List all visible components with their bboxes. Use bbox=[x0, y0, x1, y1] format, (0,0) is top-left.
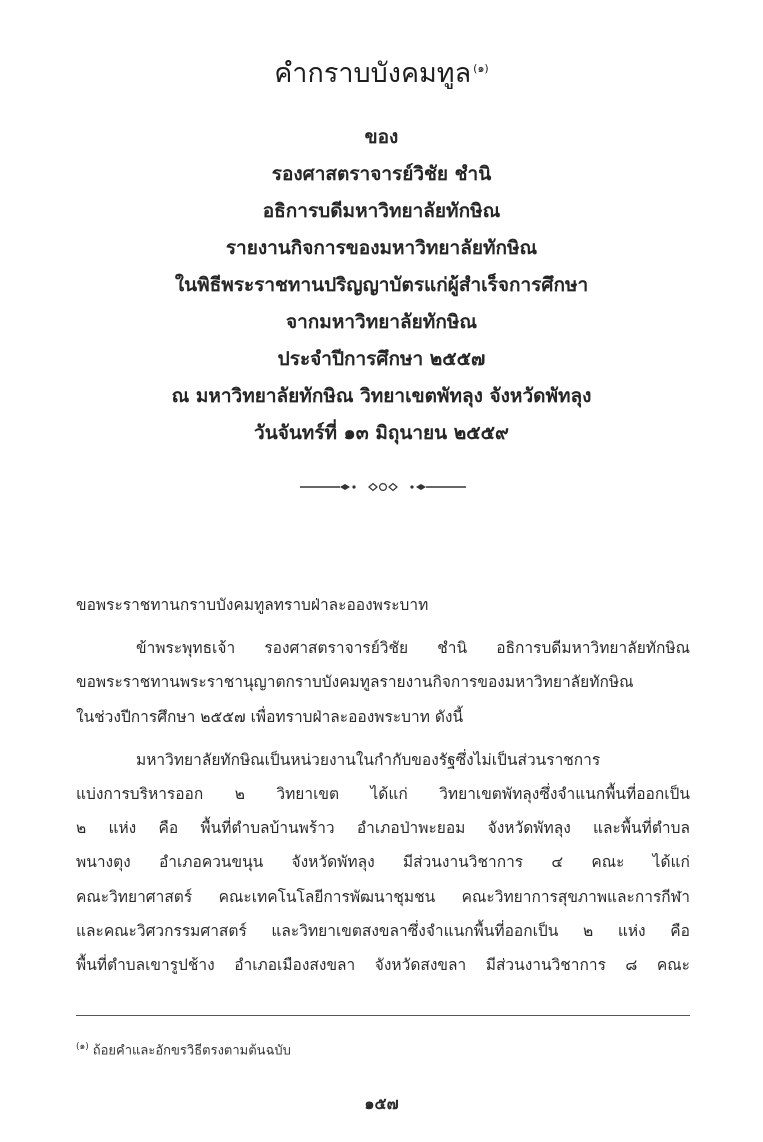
word: วิทยาเขต bbox=[276, 784, 340, 803]
heading-line: อธิการบดีมหาวิทยาลัยทักษิณ bbox=[262, 200, 501, 222]
paragraph-line bbox=[76, 700, 690, 734]
heading-line: ประจำปีการศึกษา ๒๕๕๗ bbox=[277, 348, 486, 370]
heading-line: จากมหาวิทยาลัยทักษิณ bbox=[286, 311, 477, 333]
word: คือ bbox=[670, 921, 690, 940]
footnote-marker: (๑) bbox=[76, 1042, 89, 1052]
word: มหาวิทยาลัยทักษิณเป็นหน่วยงานในกำกับของรัฐซึ่งไม่เป็นส่วนราชการ bbox=[136, 750, 601, 769]
paragraph-line bbox=[76, 631, 690, 665]
word: ๒ bbox=[234, 784, 245, 803]
word: ๔ bbox=[551, 853, 564, 872]
footnote bbox=[76, 1039, 291, 1060]
word: จังหวัดสงขลา bbox=[374, 955, 467, 974]
word: แห่ง bbox=[617, 921, 646, 940]
word: อธิการบดีมหาวิทยาลัยทักษิณ bbox=[496, 639, 690, 658]
word: เพื่อทราบฝ่าละอองพระบาท bbox=[250, 707, 430, 726]
word: แห่ง bbox=[108, 819, 137, 838]
word: ได้แก่ bbox=[370, 784, 408, 803]
paragraph-line bbox=[76, 845, 690, 879]
word: คณะวิทยาศาสตร์ bbox=[76, 887, 193, 906]
word: ดังนี้ bbox=[434, 707, 464, 726]
title-footnote-marker: (๑) bbox=[473, 62, 489, 75]
page-title bbox=[0, 50, 763, 93]
word: วิทยาเขตพัทลุงซึ่งจำแนกพื้นที่ออกเป็น bbox=[439, 784, 690, 803]
word: ขอพระราชทานพระราชานุญาตกราบบังคมทูลรายงานกิจการของมหาวิทยาลัยทักษิณ bbox=[76, 673, 634, 692]
paragraph-line bbox=[76, 743, 690, 777]
paragraph-line bbox=[76, 880, 690, 914]
title-text: คำกราบบังคมทูล bbox=[274, 58, 472, 89]
salutation: ขอพระราชทานกราบบังคมทูลทราบฝ่าละอองพระบาท bbox=[76, 596, 429, 614]
word: ๒ bbox=[76, 819, 87, 838]
paragraph-line bbox=[76, 811, 690, 845]
paragraph-line bbox=[76, 914, 690, 948]
heading-line: รายงานกิจการของมหาวิทยาลัยทักษิณ bbox=[225, 237, 538, 259]
word: พื้นที่ตำบลบ้านพร้าว bbox=[200, 819, 335, 838]
word: จังหวัดพัทลุง bbox=[487, 819, 571, 838]
paragraph-line bbox=[76, 948, 690, 982]
word: ได้แก่ bbox=[652, 853, 690, 872]
word: คณะ bbox=[656, 955, 690, 974]
word: ๘ bbox=[625, 955, 638, 974]
word: อำเภอเมืองสงขลา bbox=[234, 955, 356, 974]
word: คือ bbox=[158, 819, 179, 838]
word: คณะ bbox=[591, 853, 625, 872]
word: พื้นที่ตำบลเขารูปช้าง bbox=[76, 955, 215, 974]
word: ๒ bbox=[582, 921, 594, 940]
paragraph-line bbox=[76, 665, 690, 699]
heading-line: ณ มหาวิทยาลัยทักษิณ วิทยาเขตพัทลุง จังหวัดพัทลุง bbox=[171, 385, 592, 407]
word: มีส่วนงานวิชาการ bbox=[402, 853, 524, 872]
word: ในช่วงปีการศึกษา bbox=[76, 707, 196, 726]
word: พนางตุง bbox=[76, 853, 131, 872]
word: มีส่วนงานวิชาการ bbox=[485, 955, 606, 974]
word: ข้าพระพุทธเจ้า bbox=[136, 639, 236, 658]
body-text bbox=[76, 588, 690, 982]
word: อำเภอป่าพะยอม bbox=[356, 819, 466, 838]
word: จังหวัดพัทลุง bbox=[291, 853, 375, 872]
word: อำเภอควนขนุน bbox=[158, 853, 264, 872]
paragraph-line bbox=[76, 777, 690, 811]
word: และวิทยาเขตสงขลาซึ่งจำแนกพื้นที่ออกเป็น bbox=[271, 921, 559, 940]
ornament-divider bbox=[298, 480, 468, 494]
word: และพื้นที่ตำบล bbox=[593, 819, 690, 838]
word: ชำนิ bbox=[437, 639, 468, 658]
heading-line: ของ bbox=[364, 126, 399, 148]
word: และคณะวิศวกรรมศาสตร์ bbox=[76, 921, 247, 940]
footnote-divider bbox=[76, 1015, 690, 1016]
word: แบ่งการบริหารออก bbox=[76, 784, 204, 803]
heading-block bbox=[40, 119, 723, 452]
word: คณะวิทยาการสุขภาพและการกีฬา bbox=[461, 887, 690, 906]
page-number: ๑๕๗ bbox=[364, 1094, 399, 1113]
word: รองศาสตราจารย์วิชัย bbox=[264, 639, 409, 658]
word: คณะเทคโนโลยีการพัฒนาชุมชน bbox=[218, 887, 436, 906]
footnote-text: ถ้อยคำและอักขรวิธีตรงตามต้นฉบับ bbox=[92, 1043, 291, 1059]
heading-line: รองศาสตราจารย์วิชัย ชำนิ bbox=[271, 163, 492, 185]
heading-line: วันจันทร์ที่ ๑๓ มิถุนายน ๒๕๕๙ bbox=[254, 422, 509, 444]
heading-line: ในพิธีพระราชทานปริญญาบัตรแก่ผู้สำเร็จการศึกษา bbox=[174, 274, 589, 296]
word: ๒๕๕๗ bbox=[200, 707, 246, 726]
